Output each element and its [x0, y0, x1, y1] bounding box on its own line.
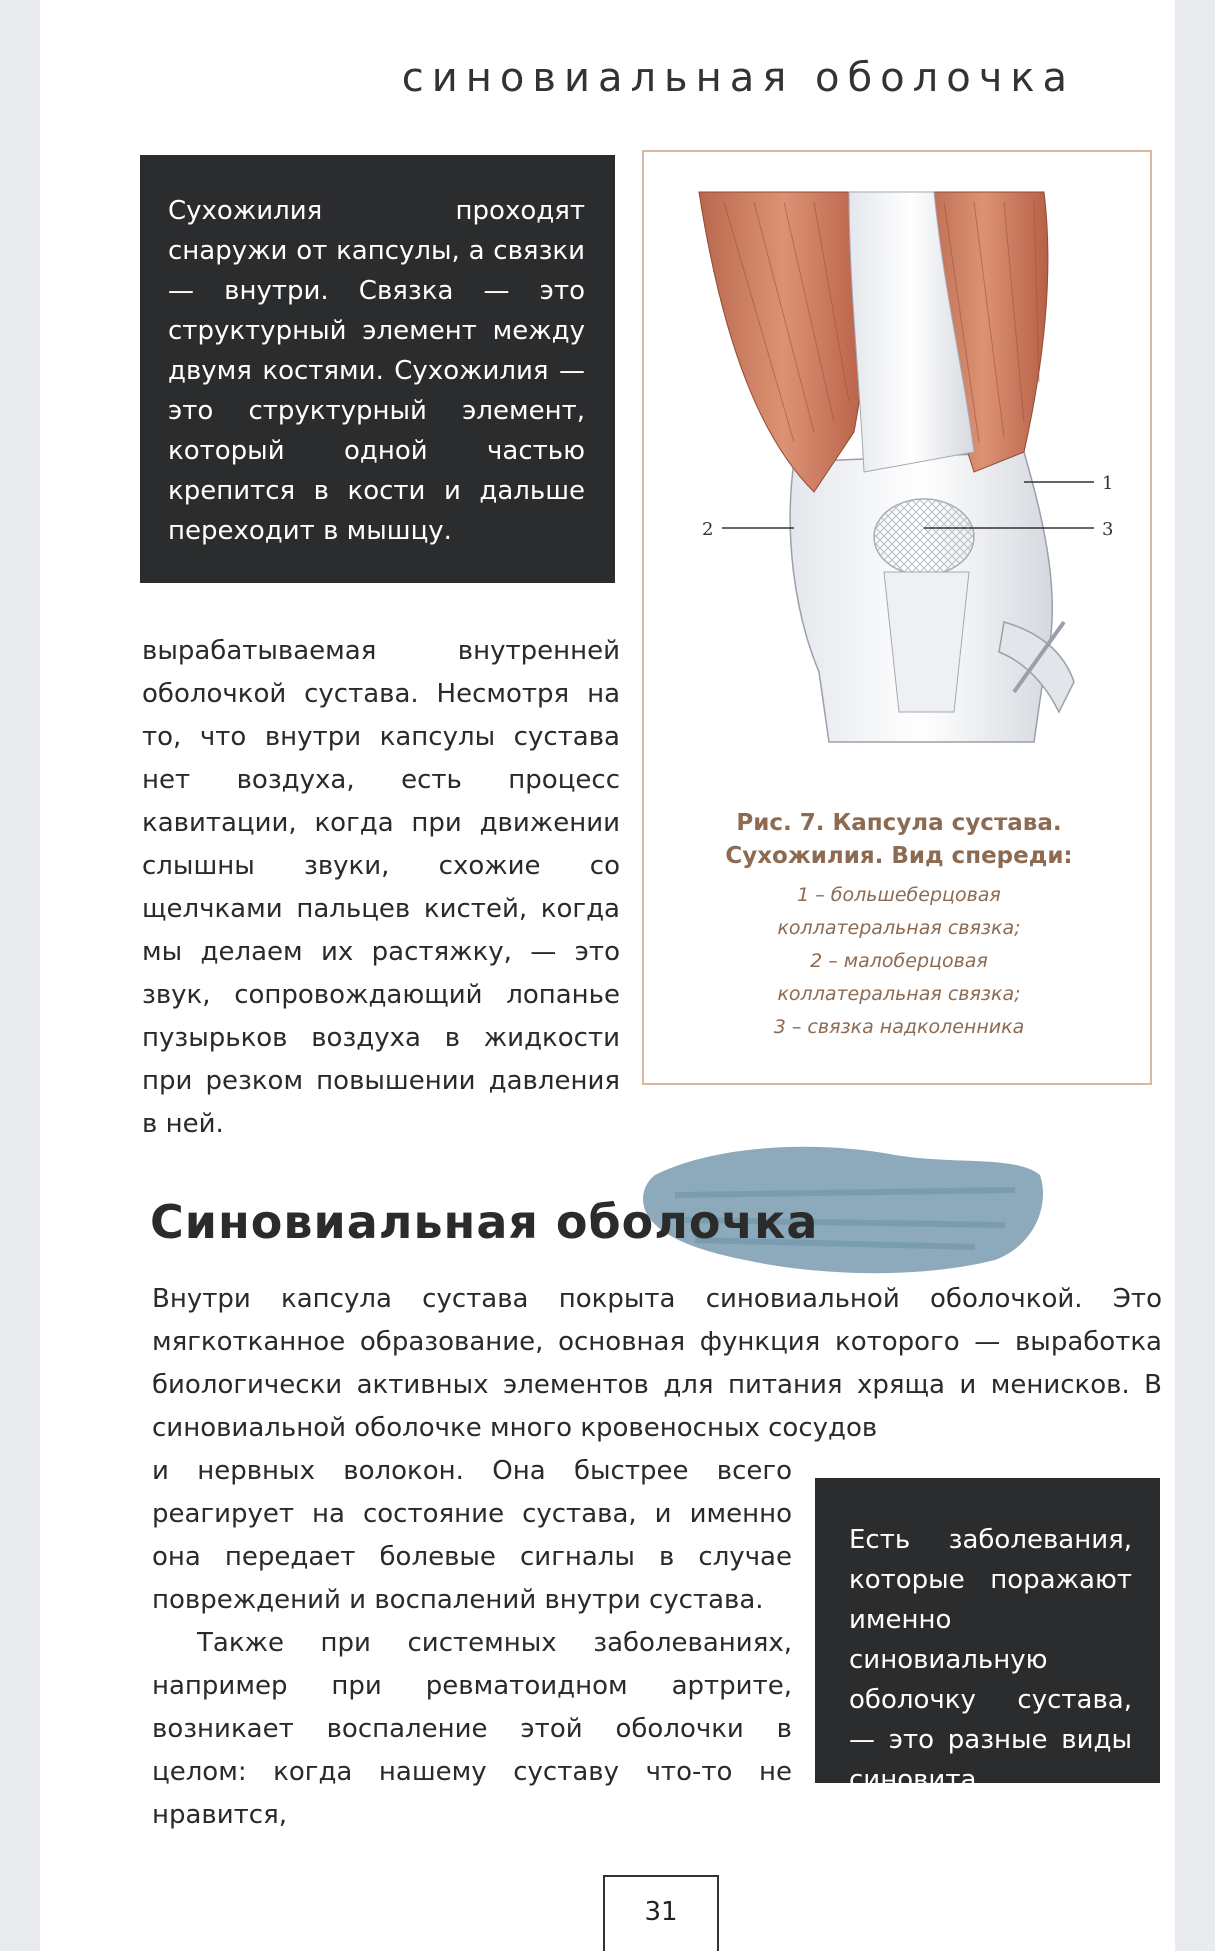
- page-number-text: 31: [644, 1897, 678, 1927]
- muscle-left: [699, 192, 868, 492]
- callout-top-text: Сухожилия проходят снаружи от капсулы, а связки — внутри. Связка — это структурный элемент между двумя костями. Сухожилия — это структурный элемент, который одной частью крепится в кости и дальше переходит в мышцу.: [168, 196, 585, 546]
- legend-item: 2 – малоберцовая: [810, 950, 988, 972]
- legend-item: 3 – связка надколенника: [773, 1016, 1025, 1038]
- paragraph-synovial-intro: Внутри капсула сустава покрыта синовиальной оболочкой. Это мягкотканное образование, основная функция которого — выработка биологически активных элементов для питания хряща и менисков. В синовиальной оболочке много кровеносных сосудов: [152, 1284, 1162, 1443]
- figure-caption: [664, 807, 1134, 1044]
- book-page: [40, 0, 1175, 1951]
- label-3: 3: [1102, 519, 1114, 540]
- running-head: синовиальная оболочка: [401, 55, 1075, 101]
- legend-item: коллатеральная связка;: [777, 983, 1021, 1005]
- paragraph-group-narrow: [152, 1450, 792, 1837]
- paragraph-systemic-diseases: Также при системных заболеваниях, например при ревматоидном артрите, возникает воспаление этой оболочки в целом: когда нашему суставу что-то не нравится,: [152, 1628, 792, 1830]
- label-1: 1: [1102, 473, 1114, 494]
- section-heading: Синовиальная оболочка: [150, 1195, 819, 1249]
- caption-title-line-2: Сухожилия. Вид спереди:: [725, 843, 1073, 869]
- page-number: [603, 1875, 719, 1951]
- label-2: 2: [702, 519, 714, 540]
- patella: [874, 499, 974, 575]
- caption-title-line-1: Рис. 7. Капсула сустава.: [736, 810, 1062, 836]
- legend-item: 1 – большеберцовая: [797, 884, 1001, 906]
- callout-tendons-ligaments: [140, 155, 615, 583]
- callout-synovitis: [815, 1478, 1160, 1795]
- paragraph-nerve-fibers: и нервных волокон. Она быстрее всего реагирует на состояние сустава, и именно она передает болевые сигналы в случае повреждений и воспалений внутри сустава.: [152, 1456, 792, 1615]
- legend-item: коллатеральная связка;: [777, 917, 1021, 939]
- paragraph-cavitation: вырабатываемая внутренней оболочкой сустава. Несмотря на то, что внутри капсулы сустава нет воздуха, есть процесс кавитации, когда при движении слышны звуки, схожие со щелчками пальцев кистей, когда мы делаем их растяжку, — это звук, сопровождающий лопанье пузырьков воздуха в жидкости при резком повышении давления в ней.: [142, 636, 620, 1139]
- knee-illustration: [644, 152, 1154, 792]
- callout-bottom-text: Есть заболевания, которые поражают именно синовиальную оболочку сустава, — это разные виды синовита.: [849, 1525, 1132, 1795]
- figure-joint-capsule: [642, 150, 1152, 1085]
- patellar-ligament: [884, 572, 969, 712]
